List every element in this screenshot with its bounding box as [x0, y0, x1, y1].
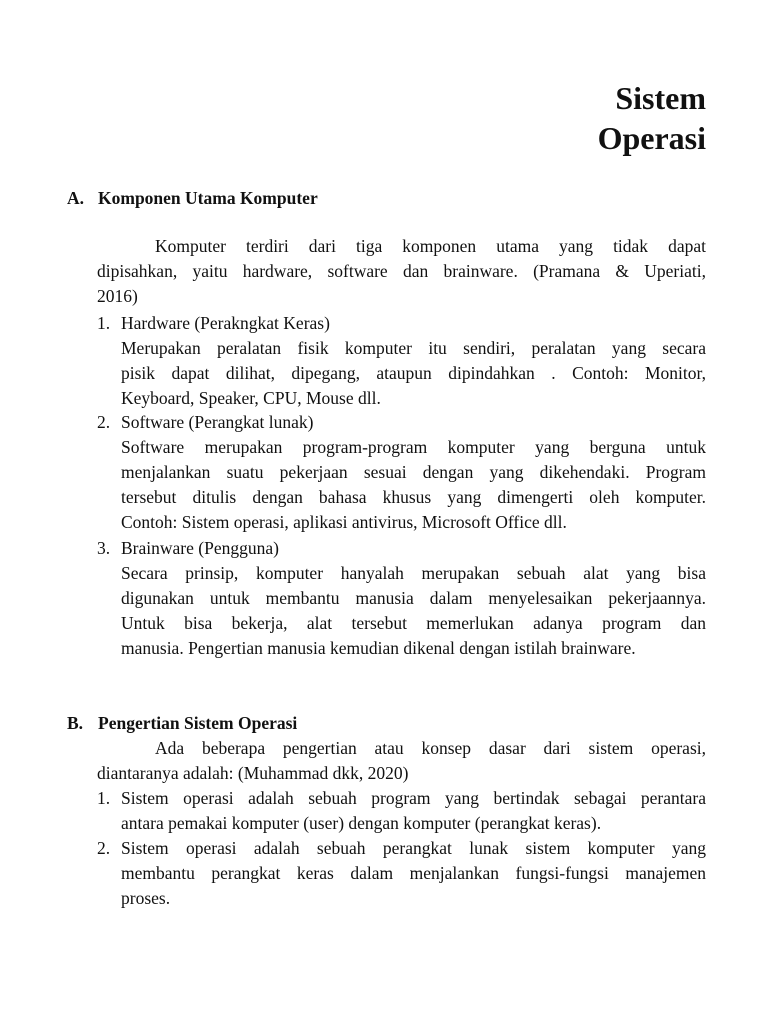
- list-item-number: 2.: [97, 412, 111, 432]
- list-item-number: 3.: [97, 538, 111, 558]
- title-line-1: Sistem: [615, 80, 706, 116]
- paragraph-line: proses.: [121, 888, 171, 908]
- list-item-body: [121, 336, 706, 411]
- list-item-number: 1.: [97, 788, 111, 808]
- list-item-label: Brainware (Pengguna): [121, 538, 279, 558]
- paragraph-line: Keyboard, Speaker, CPU, Mouse dll.: [121, 388, 381, 408]
- section-a-letter: A.: [67, 188, 85, 208]
- page-title: [598, 78, 706, 158]
- paragraph-line: Sistem operasi adalah sebuah perangkat lunak sistem komputer yang: [121, 838, 706, 858]
- section-a-title: Komponen Utama Komputer: [98, 188, 318, 208]
- list-item-number: 2.: [97, 838, 111, 858]
- paragraph-line: antara pemakai komputer (user) dengan komputer (perangkat keras).: [121, 813, 602, 833]
- paragraph-line: pisik dapat dilihat, dipegang, ataupun dipindahkan . Contoh: Monitor,: [121, 363, 706, 383]
- list-item-body: [121, 786, 706, 836]
- section-a-intro: [97, 234, 706, 309]
- list-item-label: Hardware (Perakngkat Keras): [121, 313, 330, 333]
- paragraph-line: membantu perangkat keras dalam menjalankan fungsi-fungsi manajemen: [121, 863, 706, 883]
- list-item-number-row: [97, 836, 121, 861]
- list-item-title: [97, 410, 313, 435]
- paragraph-line: Contoh: Sistem operasi, aplikasi antivirus, Microsoft Office dll.: [121, 512, 567, 532]
- paragraph-line: Sistem operasi adalah sebuah program yang bertindak sebagai perantara: [121, 788, 706, 808]
- list-item-body: [121, 435, 706, 535]
- list-item-title: [97, 536, 279, 561]
- paragraph-line: Software merupakan program-program komputer yang berguna untuk: [121, 437, 706, 457]
- section-b-heading: [67, 711, 297, 735]
- list-item-title: [97, 311, 330, 336]
- section-b-title: Pengertian Sistem Operasi: [98, 713, 298, 733]
- paragraph-line: 2016): [97, 286, 138, 306]
- paragraph-line: Untuk bisa bekerja, alat tersebut memerlukan adanya program dan: [121, 613, 706, 633]
- list-item-body: [121, 836, 706, 911]
- paragraph-line: dipisahkan, yaitu hardware, software dan brainware. (Pramana & Uperiati,: [97, 261, 706, 281]
- paragraph-line: menjalankan suatu pekerjaan sesuai dengan yang dikehendaki. Program: [121, 462, 706, 482]
- section-a-heading: [67, 186, 318, 210]
- paragraph-line: tersebut ditulis dengan bahasa khusus yang dimengerti oleh komputer.: [121, 487, 706, 507]
- list-item-body: [121, 561, 706, 661]
- section-b-intro: [97, 736, 706, 786]
- list-item-number-row: [97, 786, 121, 811]
- list-item-number: 1.: [97, 313, 111, 333]
- title-line-2: Operasi: [597, 120, 706, 156]
- list-item-label: Software (Perangkat lunak): [121, 412, 314, 432]
- paragraph-line: Komputer terdiri dari tiga komponen utama yang tidak dapat: [155, 236, 706, 256]
- paragraph-line: manusia. Pengertian manusia kemudian dikenal dengan istilah brainware.: [121, 638, 636, 658]
- paragraph-line: Merupakan peralatan fisik komputer itu sendiri, peralatan yang secara: [121, 338, 706, 358]
- paragraph-line: Ada beberapa pengertian atau konsep dasar dari sistem operasi,: [155, 738, 706, 758]
- paragraph-line: Secara prinsip, komputer hanyalah merupakan sebuah alat yang bisa: [121, 563, 706, 583]
- paragraph-line: digunakan untuk membantu manusia dalam menyelesaikan pekerjaannya.: [121, 588, 706, 608]
- section-b-letter: B.: [67, 713, 84, 733]
- paragraph-line: diantaranya adalah: (Muhammad dkk, 2020): [97, 763, 409, 783]
